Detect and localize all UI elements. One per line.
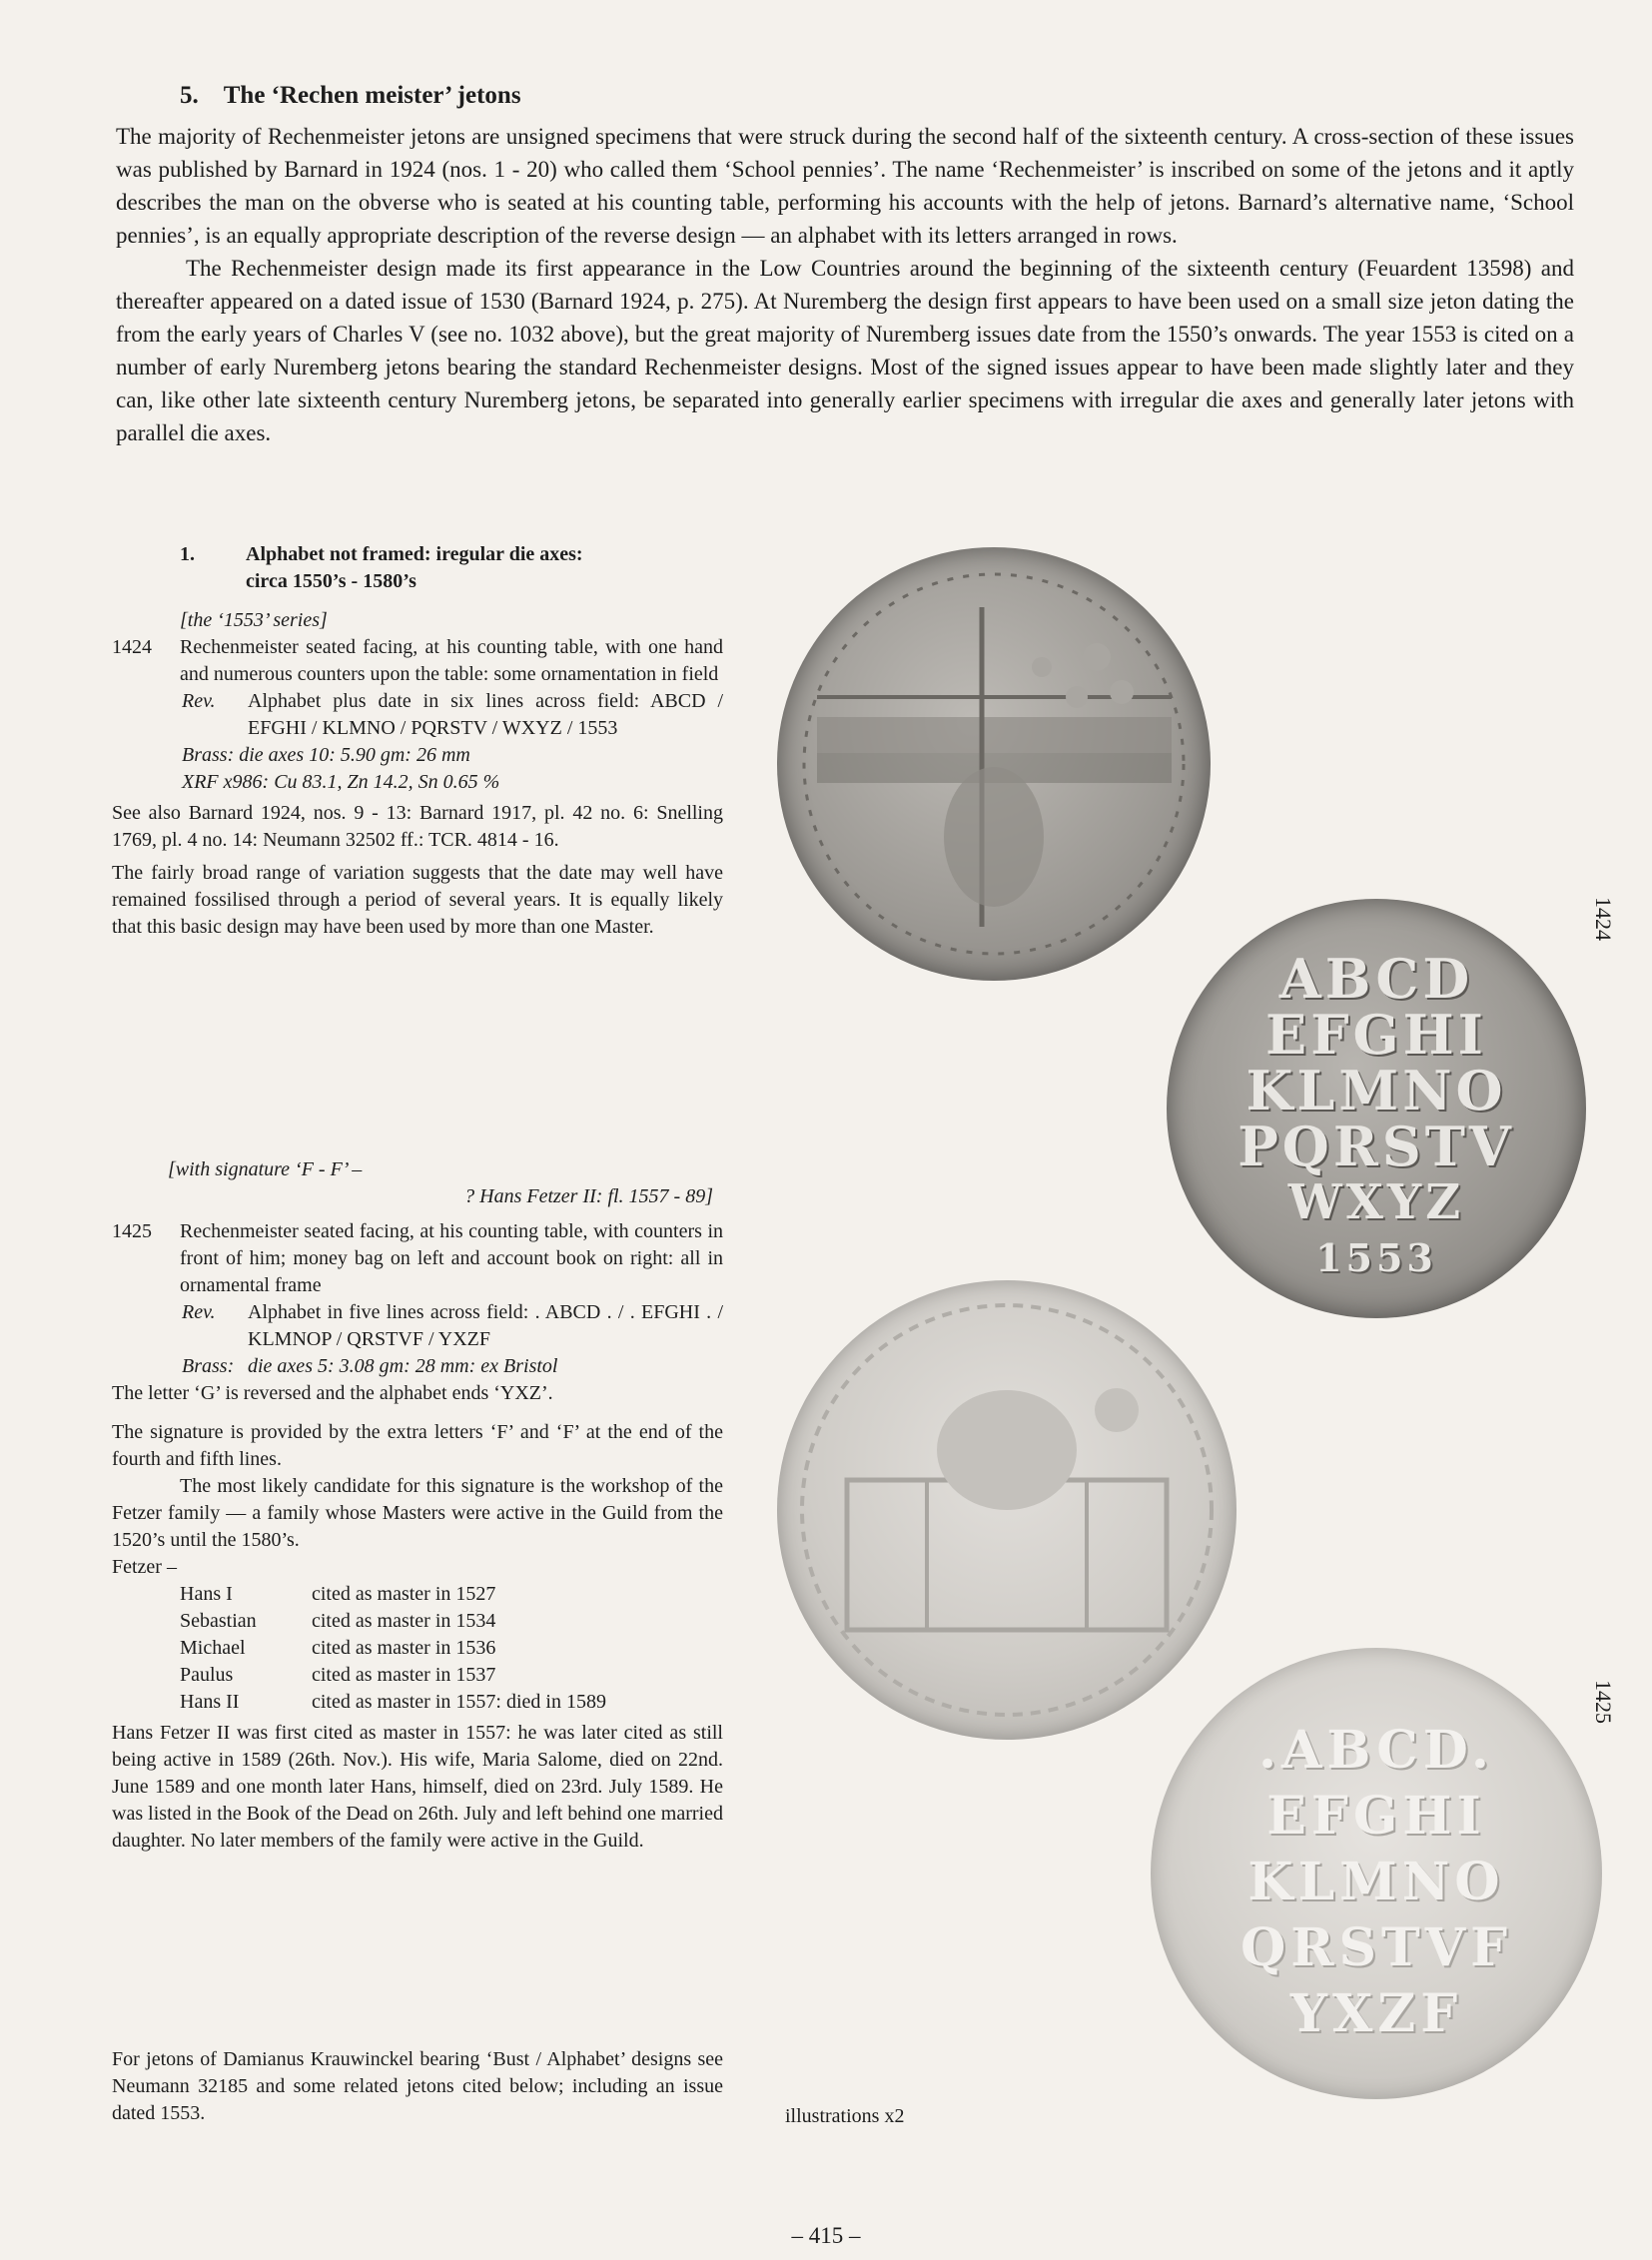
list-item: [180, 1635, 723, 1662]
subsection-title: [240, 541, 583, 595]
master-name: Hans II: [180, 1691, 240, 1713]
signature-note: The signature is provided by the extra letters ‘F’ and ‘F’ at the end of the fourth and fifth lines.: [112, 1421, 723, 1470]
metal-details: die axes 5: 3.08 gm: 28 mm: ex Bristol: [248, 1355, 558, 1377]
coin-alphabet-line: QRSTVF: [1239, 1917, 1513, 1978]
footer-note-text: For jetons of Damianus Krauwinckel bearing ‘Bust / Alphabet’ designs see Neumann 32185 and some related jetons cited below; including an issue dated 1553.: [112, 2048, 723, 2124]
letter-note: The letter ‘G’ is reversed and the alphabet ends ‘YXZ’.: [112, 1382, 553, 1404]
subsection-title-line-1: Alphabet not framed: iregular die axes:: [246, 543, 583, 565]
side-label-1425: 1425: [1591, 1680, 1616, 1724]
entry-1425-section: [112, 1156, 723, 1855]
obverse-description: Rechenmeister seated facing, at his counting table, with one hand and numerous counters upon the table: some ornamentation in field: [180, 636, 723, 685]
coin-alphabet-line: EFGHI: [1265, 1003, 1487, 1067]
signature-attribution-line-2: ? Hans Fetzer II: fl. 1557 - 89]: [464, 1185, 713, 1207]
reverse-description: Alphabet plus date in six lines across field: ABCD / EFGHI / KLMNO / PQRSTV / WXYZ / 1553: [248, 690, 723, 739]
coin-alphabet-line: EFGHI: [1266, 1786, 1486, 1847]
entry-number: 1424: [112, 636, 152, 658]
catalogue-entry-1425: [112, 1218, 723, 1299]
intro-paragraph-1: The majority of Rechenmeister jetons are unsigned specimens that were struck during the second half of the sixteenth century. A cross-section of these issues was published by Barnard in 1924 (nos. 1 - 20) who called them ‘School pennies’. The name ‘Rechenmeister’ is inscribed on some of the jetons and it aptly describes the man on the obverse who is seated at his counting table, performing his accounts with the help of jetons. Barnard’s alternative name, ‘School pennies’, is an equally appropriate description of the reverse design — an alphabet with its letters arranged in rows.: [116, 124, 1574, 248]
page-number: – 415 –: [791, 2223, 861, 2248]
coin-1424-obverse-image: [777, 547, 1211, 981]
entry-1424-section: [112, 541, 723, 941]
coin-alphabet-line: .ABCD.: [1257, 1720, 1495, 1781]
subsection-heading: [112, 541, 723, 595]
metal-block: [112, 1353, 723, 1380]
master-cited: cited as master in 1527: [312, 1583, 496, 1605]
list-item: [180, 1689, 723, 1716]
coin-1424-reverse-image: [1167, 899, 1586, 1318]
see-also-references: See also Barnard 1924, nos. 9 - 13: Barnard 1917, pl. 42 no. 6: Snelling 1769, pl. 4 no. 14: Neumann 32502 ff.: TCR. 4814 - 16.: [112, 802, 723, 851]
ornamental-frame-drawing: [777, 1280, 1237, 1740]
reverse-block: [112, 688, 723, 742]
coin-alphabet-line: YXZF: [1289, 1983, 1463, 2044]
coin-alphabet-line: KLMNO: [1247, 1852, 1505, 1912]
reverse-label: Rev.: [182, 690, 216, 712]
master-name: Hans I: [180, 1583, 233, 1605]
list-item: [180, 1581, 723, 1608]
footer-note: [112, 2046, 723, 2127]
side-label-1424: 1424: [1591, 897, 1616, 941]
signature-attribution-line-1: [with signature ‘F - F’ –: [168, 1158, 363, 1180]
coin-alphabet-line: WXYZ: [1287, 1174, 1465, 1230]
entry-number: 1425: [112, 1220, 152, 1242]
subsection-number: 1.: [180, 543, 195, 565]
coin-alphabet-text: [1151, 1718, 1602, 2047]
master-cited: cited as master in 1536: [312, 1637, 496, 1659]
coin-date-line: 1553: [1315, 1235, 1437, 1280]
section-heading: 5. The ‘Rechen meister’ jetons: [180, 82, 521, 109]
master-name: Michael: [180, 1637, 246, 1659]
list-item: [180, 1608, 723, 1635]
rechenmeister-figure-drawing: [777, 547, 1211, 981]
catalogue-entry-1424: [112, 634, 723, 688]
fetzer-label: Fetzer –: [112, 1556, 177, 1578]
xrf-analysis: XRF x986: Cu 83.1, Zn 14.2, Sn 0.65 %: [182, 771, 500, 793]
coin-alphabet-text: [1167, 947, 1586, 1286]
intro-text: [116, 120, 1574, 449]
master-name: Sebastian: [180, 1610, 257, 1632]
reverse-label: Rev.: [182, 1301, 216, 1323]
entry-note: The fairly broad range of variation suggests that the date may well have remained fossilised through a period of several years. It is equally likely that this basic design may have been used by more than one Master.: [112, 862, 723, 938]
list-item: [180, 1662, 723, 1689]
coin-alphabet-line: KLMNO: [1245, 1059, 1507, 1123]
candidate-note: The most likely candidate for this signature is the workshop of the Fetzer family — a family whose Masters were active in the Guild from the 1520’s until the 1580’s.: [112, 1475, 723, 1551]
coin-1425-obverse-image: [777, 1280, 1237, 1740]
illustrations-caption: illustrations x2: [785, 2105, 905, 2127]
coin-alphabet-line: PQRSTV: [1238, 1115, 1515, 1178]
reverse-block: [112, 1299, 723, 1353]
metal-label: Brass:: [182, 1355, 235, 1377]
subsection-title-line-2: circa 1550’s - 1580’s: [246, 570, 416, 592]
master-cited: cited as master in 1537: [312, 1664, 496, 1686]
masters-list: [112, 1581, 723, 1716]
metal-details: Brass: die axes 10: 5.90 gm: 26 mm: [182, 744, 470, 766]
master-cited: cited as master in 1557: died in 1589: [312, 1691, 606, 1713]
master-name: Paulus: [180, 1664, 234, 1686]
hans-ii-biography: Hans Fetzer II was first cited as master in 1557: he was later cited as still being active in 1589 (26th. Nov.). His wife, Maria Salome, died on 22nd. June 1589 and one month later Hans, himself, died on 23rd. July 1589. He was listed in the Book of the Dead on 26th. July and left behind one married daughter. No later members of the family were active in the Guild.: [112, 1722, 723, 1852]
coin-1425-reverse-image: [1151, 1648, 1602, 2099]
intro-paragraph-2: The Rechenmeister design made its first appearance in the Low Countries around the beginning of the sixteenth century (Feuardent 13598) and thereafter appeared on a dated issue of 1530 (Barnard 1924, p. 275). At Nuremberg the design first appears to have been used on a small size jeton dating the from the early years of Charles V (see no. 1032 above), but the great majority of Nuremberg issues date from the 1550’s onwards. The year 1553 is cited on a number of early Nuremberg jetons bearing the standard Rechenmeister designs. Most of the signed issues appear to have been made slightly later and they can, like other late sixteenth century Nuremberg jetons, be separated into generally earlier specimens with irregular die axes and generally later jetons with parallel die axes.: [116, 256, 1574, 445]
master-cited: cited as master in 1534: [312, 1610, 496, 1632]
reverse-description: Alphabet in five lines across field: . ABCD . / . EFGHI . / KLMNOP / QRSTVF / YXZF: [248, 1301, 723, 1350]
coin-alphabet-line: ABCD: [1278, 947, 1474, 1011]
series-label: [the ‘1553’ series]: [180, 609, 328, 631]
obverse-description: Rechenmeister seated facing, at his counting table, with counters in front of him; money bag on left and account book on right: all in ornamental frame: [180, 1220, 723, 1296]
